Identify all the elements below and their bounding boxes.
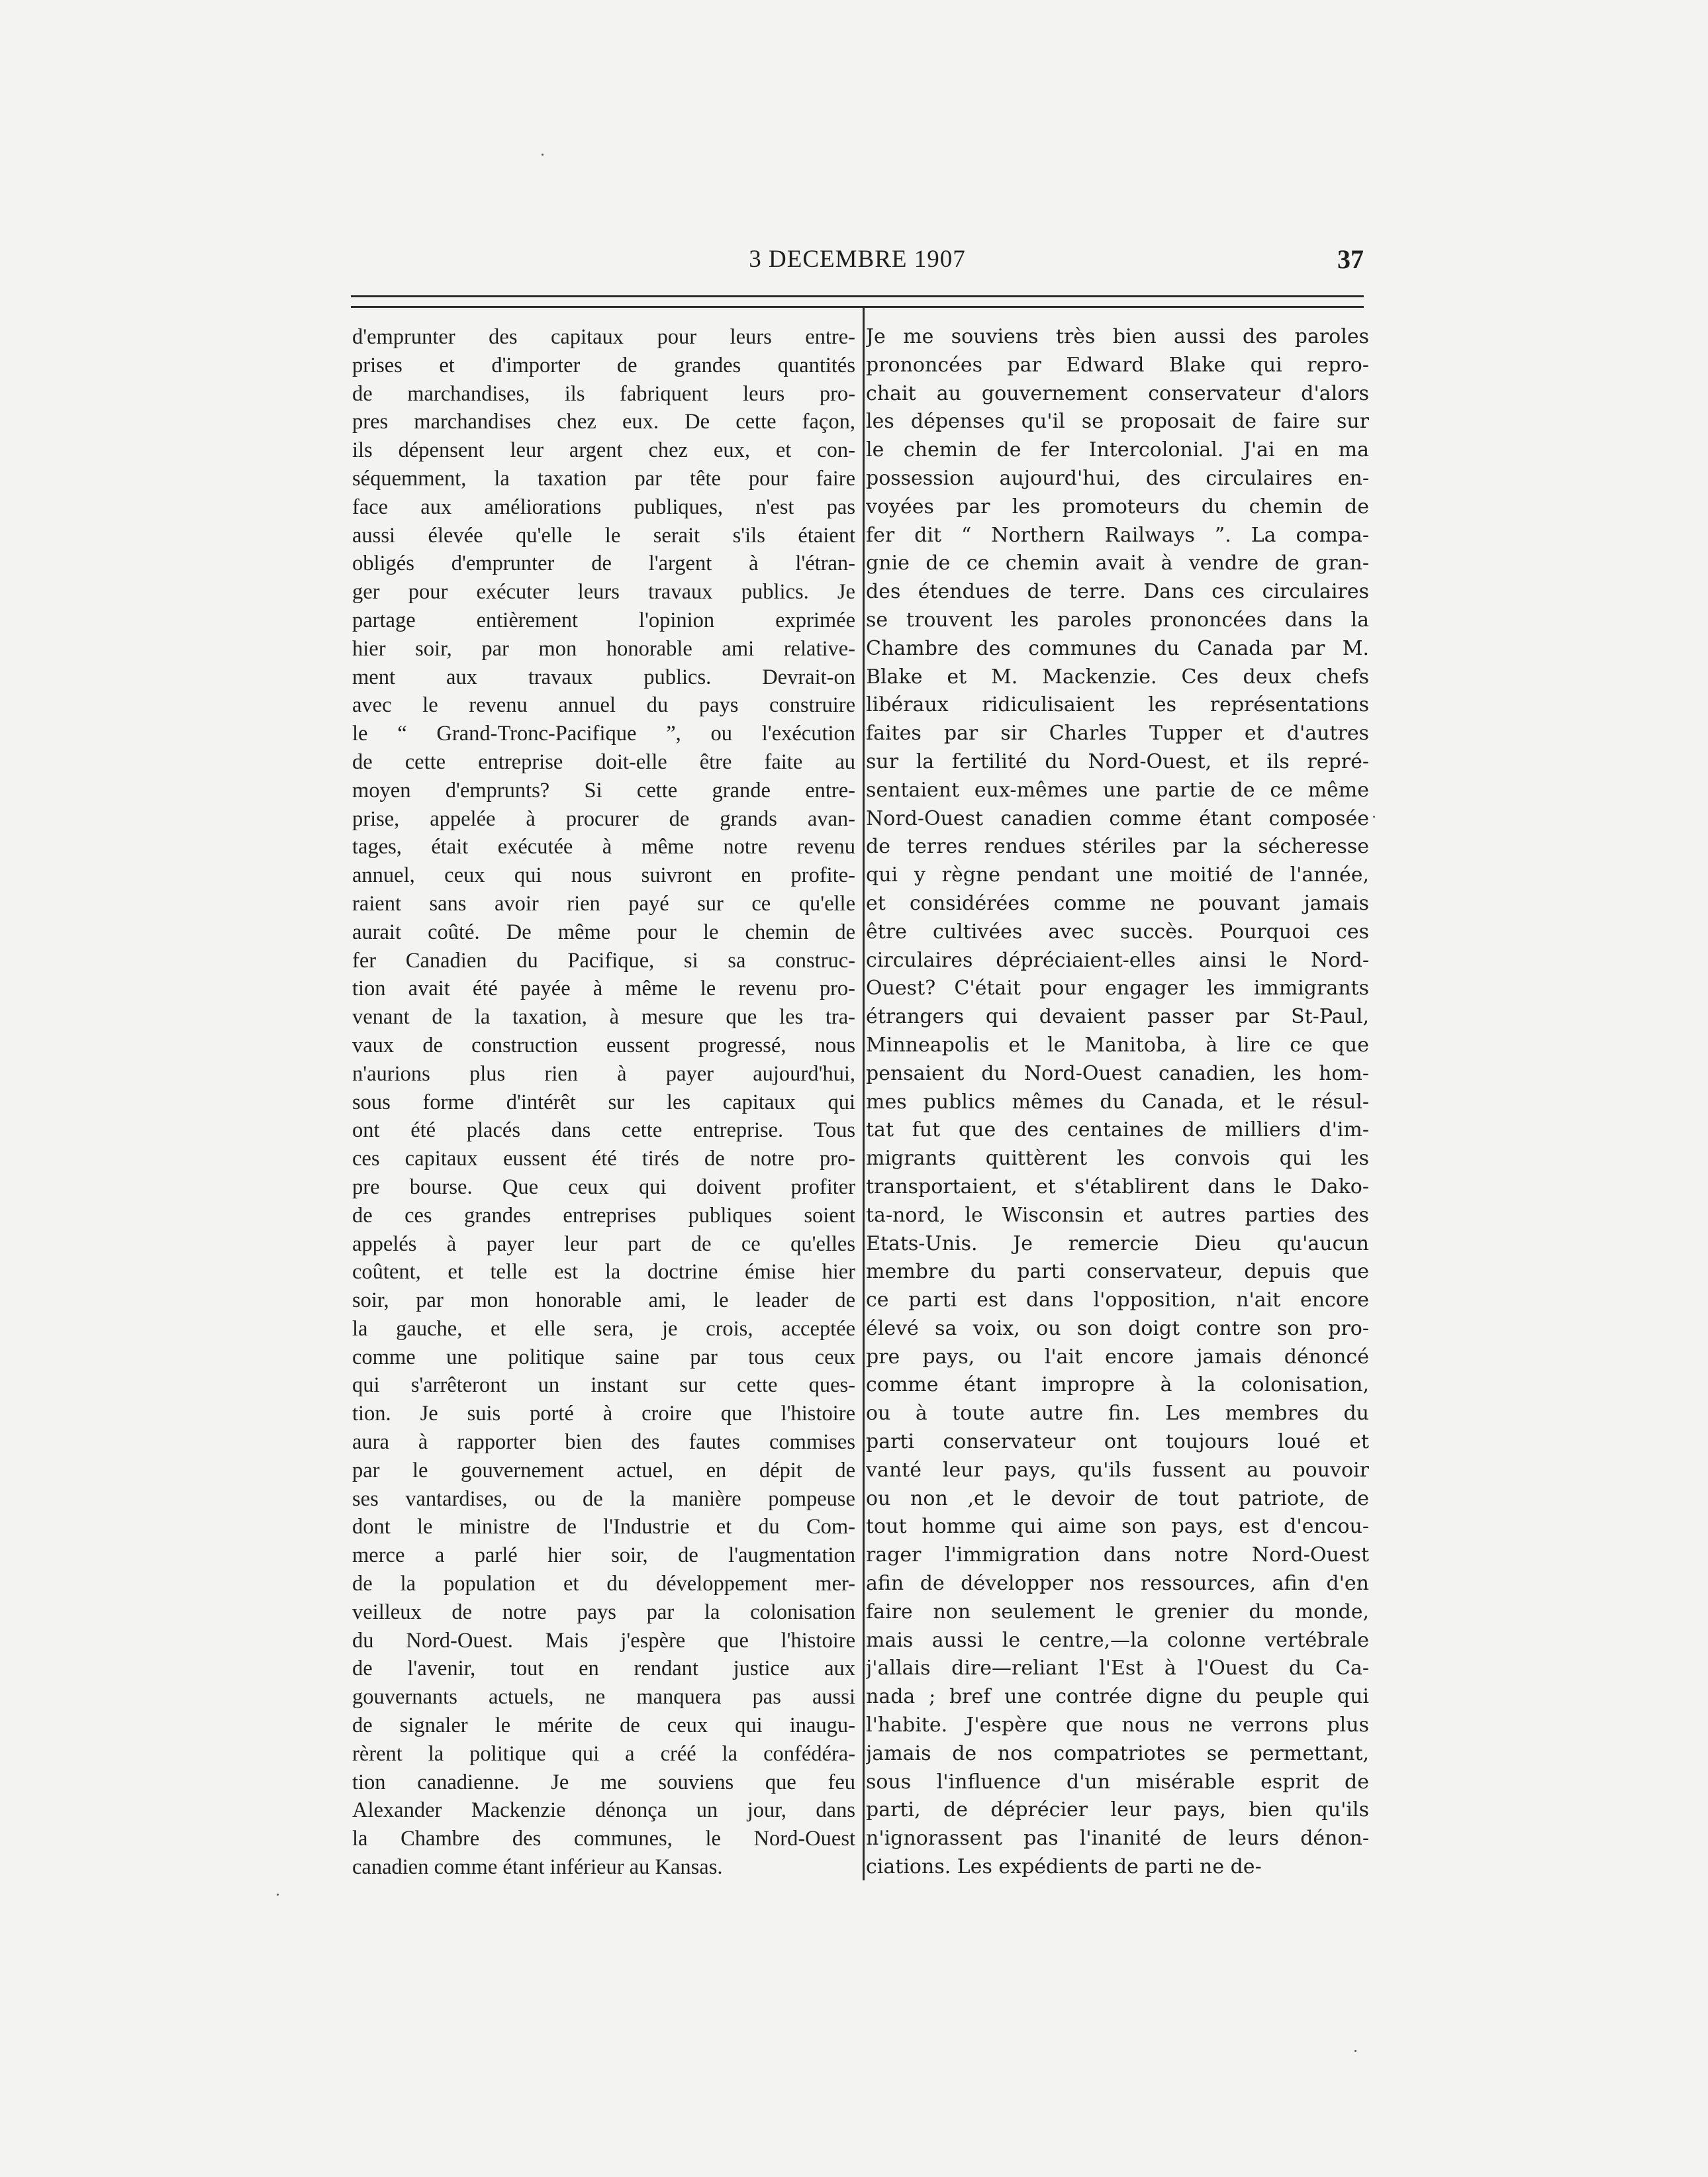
left-column-text-line: tion canadienne. Je me souviens que feu [352,1770,855,1794]
right-column-text-line: les dépenses qu'il se proposait de faire sur [866,410,1369,434]
left-column-text-line: partage entièrement l'opinion exprimée [352,608,855,632]
left-column-text-line: de marchandises, ils fabriquent leurs pro- [352,381,855,406]
left-column-text-line: ses vantardises, ou de la manière pompeuse [352,1486,855,1511]
right-column-text-line: n'ignorassent pas l'inanité de leurs dénon- [866,1827,1369,1851]
left-column-text-line: obligés d'emprunter de l'argent à l'étran- [352,552,855,576]
left-column-text-line: ger pour exécuter leurs travaux publics. Je [352,580,855,605]
header-rule-top [351,295,1364,297]
right-column-text-line: être cultivées avec succès. Pourquoi ces [866,920,1369,943]
right-column-text-line: pensaient du Nord-Ouest canadien, les hom- [866,1061,1369,1085]
right-column-text-line: tat fut que des centaines de milliers d'im- [866,1118,1369,1142]
left-column-text-line: prise, appelée à procurer de grands avan- [352,806,855,831]
right-column-text-line: sur la fertilité du Nord-Ouest, et ils repré- [866,750,1369,773]
right-column-text-line: élevé sa voix, ou son doigt contre son pro- [866,1316,1369,1340]
right-column-text-line: libéraux ridiculisaient les représentations [866,693,1369,717]
right-column-text-line: qui y règne pendant une moitié de l'année, [866,863,1369,887]
right-column-text-line: afin de développer nos ressources, afin d'en [866,1572,1369,1596]
left-column-text-line: raient sans avoir rien payé sur ce qu'elle [352,891,855,916]
right-column-text-line: nada ; bref une contrée digne du peuple qui [866,1685,1369,1709]
left-column-text-line: de cette entreprise doit-elle être faite au [352,750,855,774]
right-column-text-line: parti, de déprécier leur pays, bien qu'ils [866,1798,1369,1822]
left-column-text-line: ces capitaux eussent été tirés de notre pro- [352,1147,855,1171]
left-column-text-line: fer Canadien du Pacifique, si sa construc- [352,948,855,973]
right-column-text-line: jamais de nos compatriotes se permettant, [866,1741,1369,1765]
right-column-text-line: j'allais dire—reliant l'Est à l'Ouest du Ca- [866,1657,1369,1680]
left-column-text-line: la gauche, et elle sera, je crois, acceptée [352,1316,855,1341]
right-column-text-line: Chambre des communes du Canada par M. [866,636,1369,660]
left-column-text-line: de l'avenir, tout en rendant justice aux [352,1657,855,1681]
right-column-text-line: prononcées par Edward Blake qui repro- [866,353,1369,377]
right-column-text-line: mes publics mêmes du Canada, et le résul- [866,1090,1369,1114]
right-column-text-line: Ouest? C'était pour engager les immigrants [866,977,1369,1000]
right-column-text-line: tout homme qui aime son pays, est d'encou- [866,1515,1369,1539]
left-column-text-line: tion avait été payée à même le revenu pro- [352,977,855,1001]
right-column-text-line: se trouvent les paroles prononcées dans la [866,608,1369,632]
right-column-text-line: sous l'influence d'un misérable esprit de [866,1770,1369,1794]
right-column-text-line: parti conservateur ont toujours loué et [866,1430,1369,1454]
right-column-text-line: de terres rendues stériles par la sécheresse [866,835,1369,859]
left-column-text-line: de la population et du développement mer- [352,1572,855,1596]
left-column-text-line: comme une politique saine par tous ceux [352,1345,855,1369]
left-column-text-line: coûtent, et telle est la doctrine émise hier [352,1260,855,1284]
page-header [351,240,1364,279]
left-column-text-line: aurait coûté. De même pour le chemin de [352,920,855,944]
left-column-text-line: de ces grandes entreprises publiques soient [352,1203,855,1228]
left-column-text-line: soir, par mon honorable ami, le leader de [352,1288,855,1313]
page-number: 37 [1337,244,1364,274]
right-column-text-line: migrants quittèrent les convois qui les [866,1147,1369,1171]
left-column-text-line: sous forme d'intérêt sur les capitaux qui [352,1090,855,1114]
left-column-text-line: annuel, ceux qui nous suivront en profite- [352,863,855,888]
left-column-text-line: rèrent la politique qui a créé la confédéra- [352,1741,855,1766]
right-column-text-line: mais aussi le centre,—la colonne vertébrale [866,1628,1369,1652]
left-column-text-line: tion. Je suis porté à croire que l'histoire [352,1402,855,1426]
right-column-text-line: ta-nord, le Wisconsin et autres parties des [866,1203,1369,1227]
left-column-text-line: ment aux travaux publics. Devrait-on [352,665,855,689]
left-column-text-line: d'emprunter des capitaux pour leurs entre- [352,325,855,349]
left-column-text-line: la Chambre des communes, le Nord-Ouest [352,1827,855,1851]
left-column-text-line: aussi élevée qu'elle le serait s'ils étaient [352,523,855,548]
right-column-text-line: Blake et M. Mackenzie. Ces deux chefs [866,665,1369,689]
right-column-text-line: étrangers qui devaient passer par St-Paul, [866,1005,1369,1029]
right-column-text-line: pre pays, ou l'ait encore jamais dénoncé [866,1345,1369,1369]
left-column-text-line: prises et d'importer de grandes quantités [352,353,855,377]
header-rule-bottom [351,306,1364,308]
right-column-text-line: Je me souviens très bien aussi des paroles [866,325,1369,348]
left-column [352,323,855,1886]
right-column-text-line: circulaires dépréciaient-elles ainsi le Nord- [866,948,1369,972]
right-column-text-line: fer dit “ Northern Railways ”. La compa- [866,523,1369,547]
left-column-text-line: qui s'arrêteront un instant sur cette ques- [352,1373,855,1398]
right-column-text-line: voyées par les promoteurs du chemin de [866,495,1369,518]
left-column-text-line: gouvernants actuels, ne manquera pas aussi [352,1685,855,1710]
right-column-text-line: chait au gouvernement conservateur d'alors [866,381,1369,405]
left-column-text-line: tages, était exécutée à même notre revenu [352,835,855,859]
left-column-text-line: pre bourse. Que ceux qui doivent profiter [352,1175,855,1199]
right-column-text-line: Etats-Unis. Je remercie Dieu qu'aucun [866,1232,1369,1255]
right-column-text-line: possession aujourd'hui, des circulaires en- [866,466,1369,490]
right-column-text-line: ciations. Les expédients de parti ne de- [866,1855,1262,1879]
right-column-text-line: Nord-Ouest canadien comme étant composée [866,806,1369,830]
right-column-text-line: ou non ,et le devoir de tout patriote, de [866,1486,1369,1510]
left-column-text-line: appelés à payer leur part de ce qu'elles [352,1232,855,1256]
left-column-text-line: avec le revenu annuel du pays construire [352,693,855,718]
right-column-text-line: comme étant impropre à la colonisation, [866,1373,1369,1397]
column-divider [863,306,865,1880]
left-column-text-line: par le gouvernement actuel, en dépit de [352,1458,855,1482]
right-column-text-line: Minneapolis et le Manitoba, à lire ce que [866,1033,1369,1057]
right-column-text-line: l'habite. J'espère que nous ne verrons plus [866,1714,1369,1737]
left-column-text-line: merce a parlé hier soir, de l'augmentation [352,1543,855,1568]
right-column-text-line: ce parti est dans l'opposition, n'ait encore [866,1288,1369,1312]
left-column-text-line: ont été placés dans cette entreprise. Tous [352,1118,855,1143]
left-column-text-line: du Nord-Ouest. Mais j'espère que l'histoire [352,1628,855,1653]
left-column-text-line: aura à rapporter bien des fautes commises [352,1430,855,1455]
left-column-text-line: canadien comme étant inférieur au Kansas. [352,1855,723,1880]
right-column-text-line: vanté leur pays, qu'ils fussent au pouvoir [866,1458,1369,1482]
left-column-text-line: pres marchandises chez eux. De cette façon, [352,410,855,434]
left-column-text-line: vaux de construction eussent progressé, nous [352,1033,855,1057]
right-column-text-line: faites par sir Charles Tupper et d'autres [866,722,1369,746]
left-column-text-line: séquemment, la taxation par tête pour faire [352,466,855,491]
left-column-text-line: Alexander Mackenzie dénonça un jour, dans [352,1798,855,1823]
right-column-text-line: gnie de ce chemin avait à vendre de gran- [866,552,1369,575]
left-column-text-line: dont le ministre de l'Industrie et du Com- [352,1515,855,1539]
right-column-text-line: des étendues de terre. Dans ces circulaires [866,580,1369,604]
left-column-text-line: face aux améliorations publiques, n'est pas [352,495,855,519]
scan-speck [542,154,544,156]
right-column-text-line: ou à toute autre fin. Les membres du [866,1402,1369,1426]
right-column-text-line: rager l'immigration dans notre Nord-Ouest [866,1543,1369,1567]
scan-speck [1373,816,1375,818]
right-column [866,323,1369,1886]
scan-speck [277,1894,279,1896]
left-column-text-line: le “ Grand-Tronc-Pacifique ”, ou l'exécution [352,722,855,746]
left-column-text-line: venant de la taxation, à mesure que les tra- [352,1005,855,1030]
right-column-text-line: faire non seulement le grenier du monde, [866,1600,1369,1623]
left-column-text-line: moyen d'emprunts? Si cette grande entre- [352,778,855,802]
left-column-text-line: hier soir, par mon honorable ami relative- [352,636,855,661]
right-column-text-line: membre du parti conservateur, depuis que [866,1260,1369,1284]
right-column-text-line: sentaient eux-mêmes une partie de ce même [866,778,1369,802]
right-column-text-line: transportaient, et s'établirent dans le Dako- [866,1175,1369,1198]
running-head: 3 DECEMBRE 1907 [749,246,966,273]
left-column-text-line: ils dépensent leur argent chez eux, et con- [352,438,855,463]
right-column-text-line: le chemin de fer Intercolonial. J'ai en ma [866,438,1369,462]
left-column-text-line: de signaler le mérite de ceux qui inaugu- [352,1714,855,1738]
left-column-text-line: n'aurions plus rien à payer aujourd'hui, [352,1061,855,1086]
scan-speck [1354,2050,1356,2052]
right-column-text-line: et considérées comme ne pouvant jamais [866,891,1369,915]
left-column-text-line: veilleux de notre pays par la colonisation [352,1600,855,1624]
